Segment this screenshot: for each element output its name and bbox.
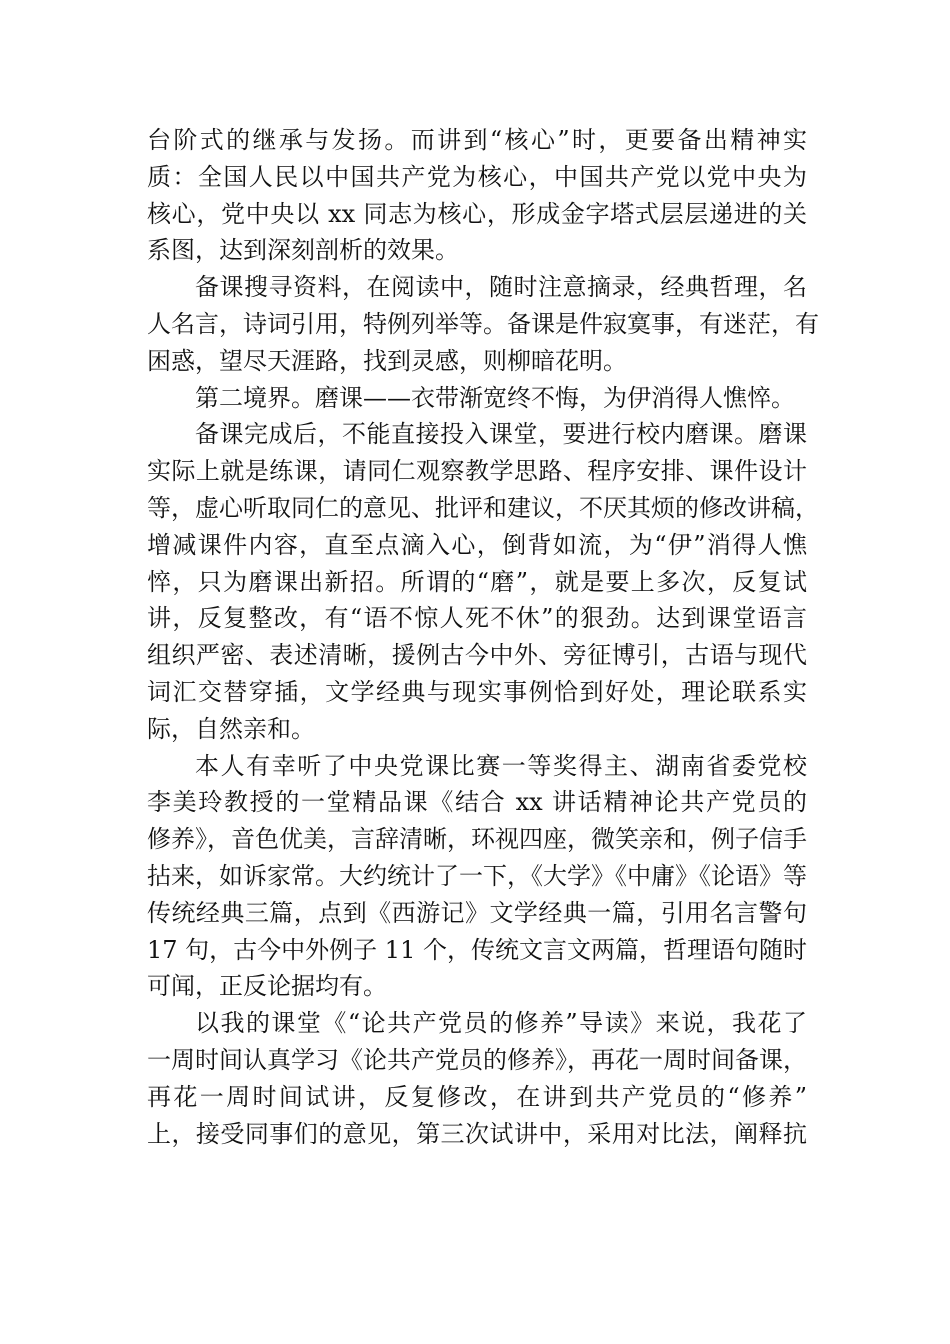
text-line: 讲，反复整改，有“语不惊人死不休”的狠劲。达到课堂语言	[147, 604, 807, 633]
text-line: 17 句，古今中外例子 11 个，传统文言文两篇，哲理语句随时	[147, 935, 807, 964]
text-line: 等，虚心听取同仁的意见、批评和建议，不厌其烦的修改讲稿，	[147, 493, 819, 522]
body-text	[147, 122, 819, 1152]
text-line: 际，自然亲和。	[147, 714, 315, 743]
text-line: 李美玲教授的一堂精品课《结合 xx 讲话精神论共产党员的	[147, 788, 807, 817]
text-line: 困惑，望尽天涯路，找到灵感，则柳暗花明。	[147, 346, 627, 375]
text-line: 备课搜寻资料，在阅读中，随时注意摘录，经典哲理，名	[195, 273, 807, 302]
text-line: 增减课件内容，直至点滴入心，倒背如流，为“伊”消得人憔	[147, 530, 807, 559]
text-line: 第二境界。磨课——衣带渐宽终不悔，为伊消得人憔悴。	[195, 383, 795, 412]
text-line: 拈来，如诉家常。大约统计了一下，《大学》《中庸》《论语》等	[147, 861, 807, 890]
text-line: 备课完成后，不能直接投入课堂，要进行校内磨课。磨课	[195, 420, 807, 449]
text-line: 以我的课堂《“论共产党员的修养”导读》来说，我花了	[195, 1009, 807, 1038]
text-line: 组织严密、表述清晰，援例古今中外、旁征博引，古语与现代	[147, 641, 807, 670]
text-line: 一周时间认真学习《论共产党员的修养》，再花一周时间备课，	[147, 1045, 807, 1074]
text-line: 质：全国人民以中国共产党为核心，中国共产党以党中央为	[147, 162, 807, 191]
text-line: 再花一周时间试讲，反复修改，在讲到共产党员的“修养”	[147, 1082, 807, 1111]
text-line: 词汇交替穿插，文学经典与现实事例恰到好处，理论联系实	[147, 677, 807, 706]
text-line: 传统经典三篇，点到《西游记》文学经典一篇，引用名言警句	[147, 898, 807, 927]
text-line: 修养》，音色优美，言辞清晰，环视四座，微笑亲和，例子信手	[147, 825, 807, 854]
text-line: 可闻，正反论据均有。	[147, 972, 387, 1001]
text-line: 上，接受同事们的意见，第三次试讲中，采用对比法，阐释抗	[147, 1119, 807, 1148]
text-line: 悴，只为磨课出新招。所谓的“磨”，就是要上多次，反复试	[147, 567, 807, 596]
text-line: 本人有幸听了中央党课比赛一等奖得主、湖南省委党校	[195, 751, 807, 780]
text-line: 核心，党中央以 xx 同志为核心，形成金字塔式层层递进的关	[147, 199, 807, 228]
text-line: 系图，达到深刻剖析的效果。	[147, 236, 459, 265]
text-line: 人名言，诗词引用，特例列举等。备课是件寂寞事，有迷茫，有	[147, 309, 819, 338]
text-line: 实际上就是练课，请同仁观察教学思路、程序安排、课件设计	[147, 457, 807, 486]
text-line: 台阶式的继承与发扬。而讲到“核心”时，更要备出精神实	[147, 126, 807, 154]
